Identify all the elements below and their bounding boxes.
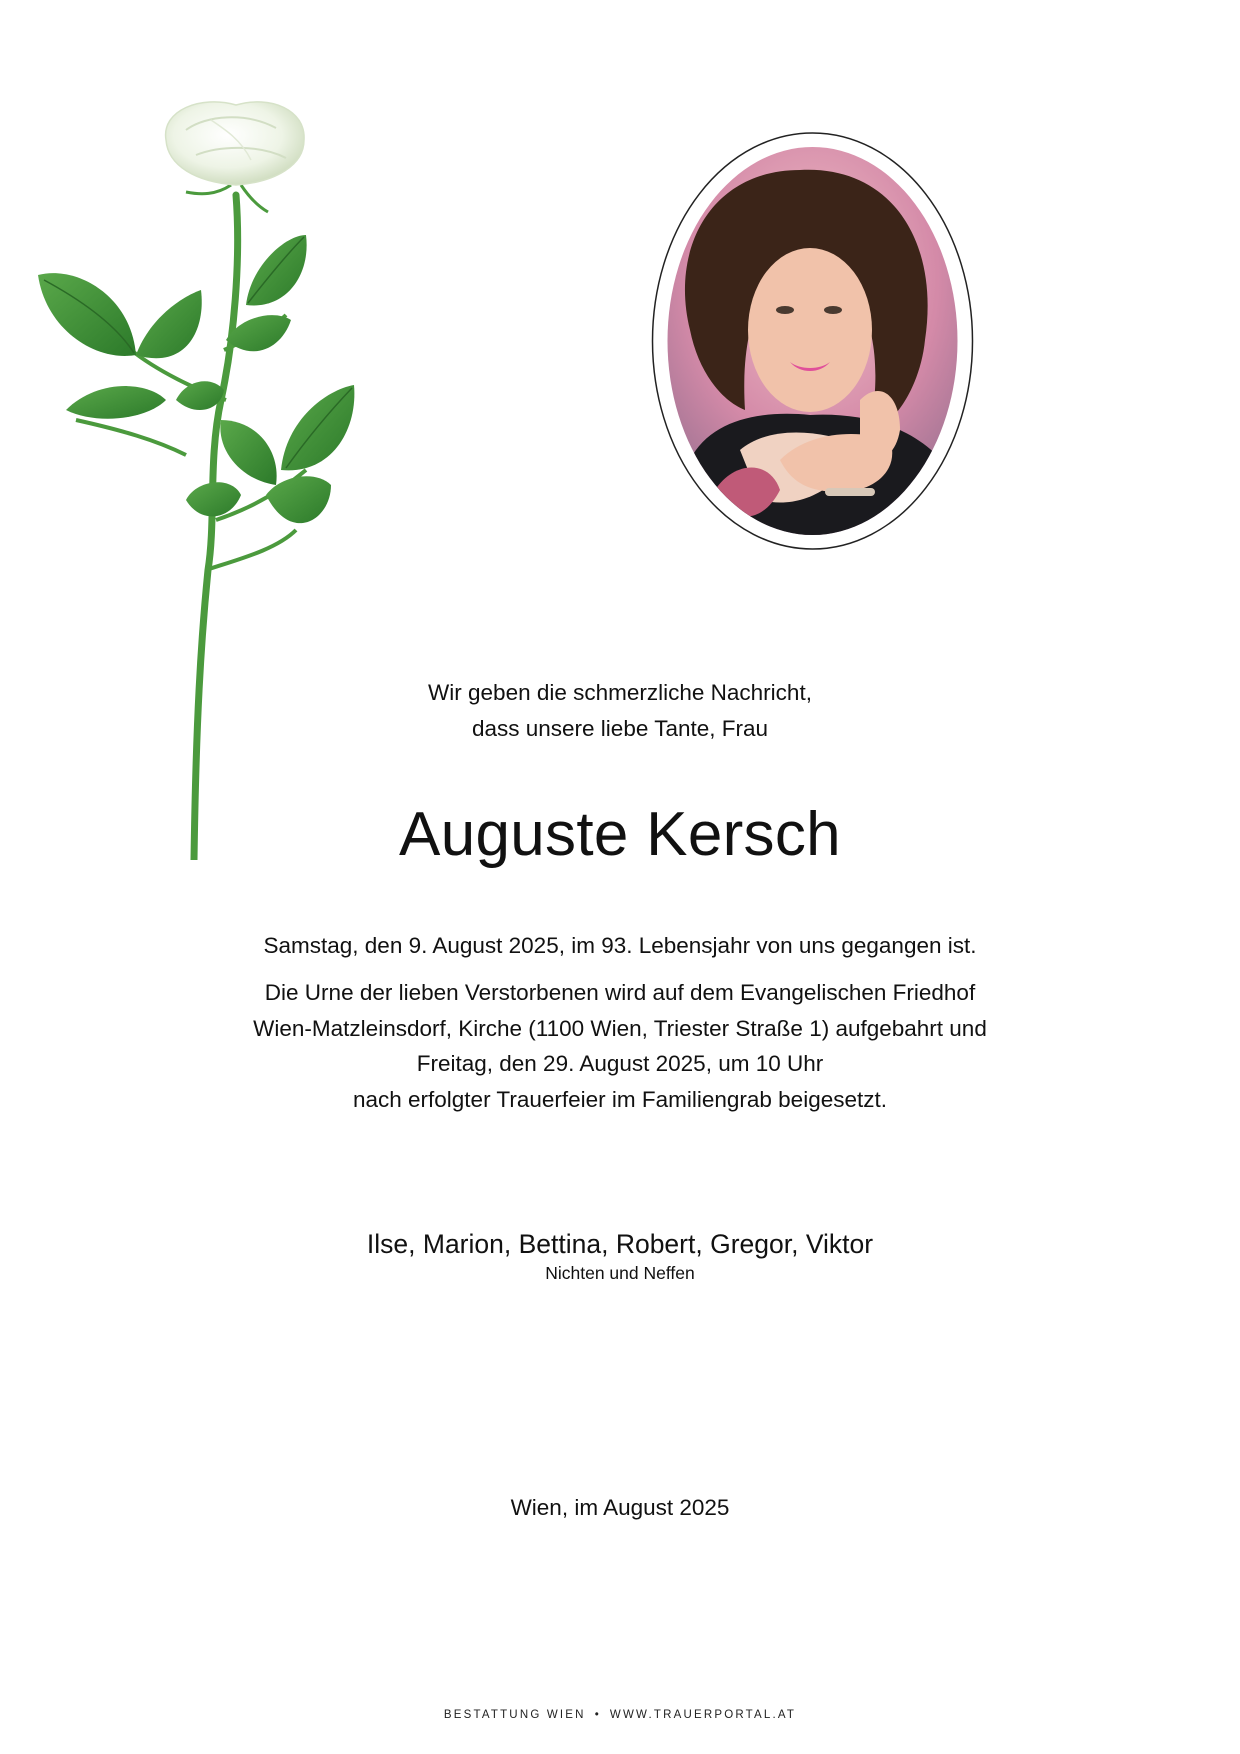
mourners-relation: Nichten und Neffen xyxy=(545,1263,695,1283)
footer xyxy=(0,1707,1240,1723)
funeral-line: Freitag, den 29. August 2025, um 10 Uhr xyxy=(416,1051,824,1076)
funeral-details xyxy=(0,975,1240,1117)
funeral-line: Die Urne der lieben Verstorbenen wird auf dem Evangelischen Friedhof xyxy=(264,980,976,1005)
footer-website: WWW.TRAUERPORTAL.AT xyxy=(609,1709,797,1721)
intro-text xyxy=(0,675,1240,747)
intro-line: Wir geben die schmerzliche Nachricht, xyxy=(428,680,812,705)
funeral-line: Wien-Matzleinsdorf, Kirche (1100 Wien, Triester Straße 1) aufgebahrt und xyxy=(253,1015,987,1041)
portrait-photo xyxy=(650,130,975,552)
footer-separator: • xyxy=(594,1709,601,1721)
footer-company: BESTATTUNG WIEN xyxy=(443,1709,586,1721)
passing-line: Samstag, den 9. August 2025, im 93. Lebensjahr von uns gegangen ist. xyxy=(263,933,977,958)
place-date: Wien, im August 2025 xyxy=(510,1495,730,1520)
intro-line: dass unsere liebe Tante, Frau xyxy=(471,716,768,741)
mourners-names: Ilse, Marion, Bettina, Robert, Gregor, Viktor xyxy=(366,1229,874,1259)
funeral-line: nach erfolgter Trauerfeier im Familiengrab beigesetzt. xyxy=(352,1086,887,1112)
deceased-name: Auguste Kersch xyxy=(399,800,841,869)
